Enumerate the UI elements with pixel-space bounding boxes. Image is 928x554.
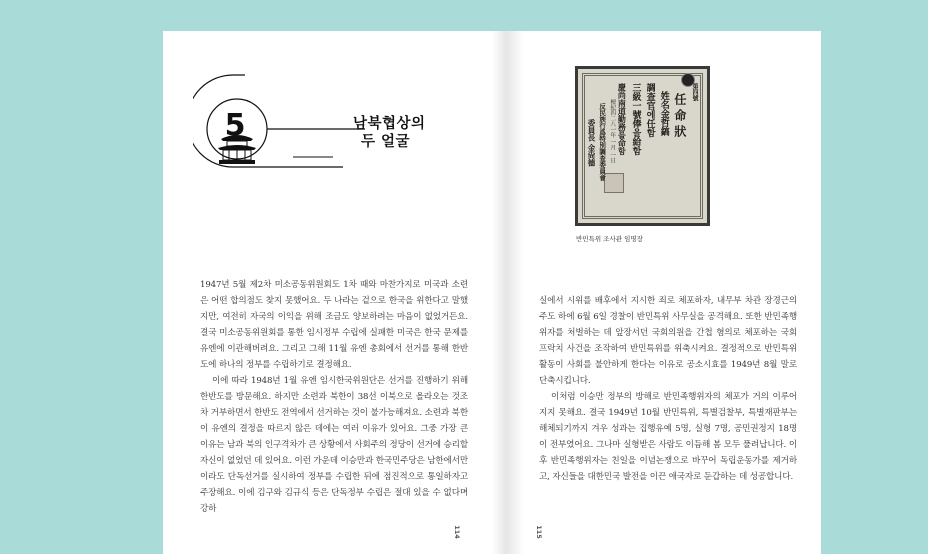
doc-col3: 調查官에任함 — [644, 83, 655, 137]
chapter-heading — [193, 69, 493, 179]
paragraph: 실에서 시위를 배후에서 지시한 죄로 체포하자, 내무부 차관 장경근의 주도 하에 6월 6일 경찰이 반민특위 사무실을 공격해요. 또한 반민족행위자를 처벌하는 데 앞장서던 국회의원을 간첩 혐의로 체포하는 국회 프락치 사건을 조작하여 반민특위를 위축시켜요. 결정적으로 반민특위 활동이 사회를 불안하게 한다는 이유로 공소시효를 1949년 8월 말로 단축시킵니다. — [539, 296, 797, 386]
doc-col1: 任命狀 — [672, 93, 687, 141]
gutter-shadow — [492, 31, 506, 554]
gutter-shadow — [506, 31, 524, 554]
document-paper — [578, 69, 707, 223]
chapter-number: 5 — [224, 108, 246, 143]
right-body-text — [539, 293, 797, 485]
document-photo — [575, 66, 710, 226]
open-book — [163, 31, 821, 554]
doc-col7: 反民族行爲特別調查委員會 — [598, 103, 607, 181]
left-body-text — [200, 277, 468, 517]
paragraph: 이에 따라 1948년 1월 유엔 임시한국위원단은 선거를 진행하기 위해 한반도를 방문해요. 하지만 소련과 북한이 38선 이북으로 올라오는 것조차 거부하면서 한반도 전역에서 선거하는 것이 불가능해져요. 소련과 북한이 유엔의 결정을 따르지 않은 데에는 여러 이유가 있어요. 그중 가장 큰 이유는 남과 북의 인구격차가 큰 상황에서 사회주의 정당이 선거에 승리할 자신이 없었던 데 있어요. 이런 가운데 이승만과 한국민주당은 남한에서만이라도 단독선거를 실시하여 정부를 수립한 뒤에 점진적으로 통일하자고 주장해요. 이에 김구와 김규식 등은 단독정부 수립은 절대 있을 수 없다며 강하 — [200, 376, 468, 514]
doc-col4: 三級一號俸을給함 — [630, 83, 641, 155]
paragraph: 이처럼 이승만 정부의 방해로 반민족행위자의 체포가 거의 이루어지지 못해요. 결국 1949년 10월 반민특위, 특별검찰부, 특별재판부는 해체되기까지 겨우 성과는 집행유예 5명, 실형 7명, 공민권정지 18명이 전부였어요. 그나마 실형받은 사람도 이듬해 봄 모두 풀려납니다. 이후 반민족행위자는 친일을 이념논쟁으로 바꾸어 독립운동가를 제거하고, 자신들을 대한민국 발전을 이끈 애국자로 둔갑하는 데 성공합니다. — [539, 392, 797, 482]
paragraph: 1947년 5월 제2차 미소공동위원회도 1차 때와 마찬가지로 미국과 소련은 어떤 합의점도 찾지 못했어요. 두 나라는 겉으로 한국을 위한다고 말했지만, 여전히 자국의 이익을 위해 조금도 양보하려는 마음이 없었거든요. 결국 미소공동위원회를 통한 임시정부 수립에 실패한 미국은 한국 문제를 유엔에 이관해버려요. 그리고 그해 11월 유엔 총회에서 선거를 통해 한반도에 하나의 정부를 수립하기로 결정해요. — [200, 280, 468, 370]
seal-stamp — [604, 173, 624, 193]
document-text — [586, 83, 699, 217]
chapter-title — [353, 115, 426, 151]
page-number: 114 — [452, 525, 461, 539]
left-page — [163, 31, 506, 554]
doc-col5: 慶尚南道勤務를命함 — [617, 83, 628, 155]
page-number: 115 — [534, 525, 543, 539]
doc-header: 第四號 — [691, 83, 698, 101]
chapter-title-line2: 두 얼굴 — [361, 134, 411, 150]
doc-col6: 檀紀四二八一年 一月 一日 — [609, 99, 616, 163]
doc-col2: 姓名金哲鎬 — [658, 91, 669, 136]
photo-caption: 반민특위 조사관 임명장 — [576, 235, 643, 243]
doc-col8: 委員長 金尙德 — [587, 119, 596, 167]
chapter-title-line1: 남북협상의 — [353, 116, 426, 132]
